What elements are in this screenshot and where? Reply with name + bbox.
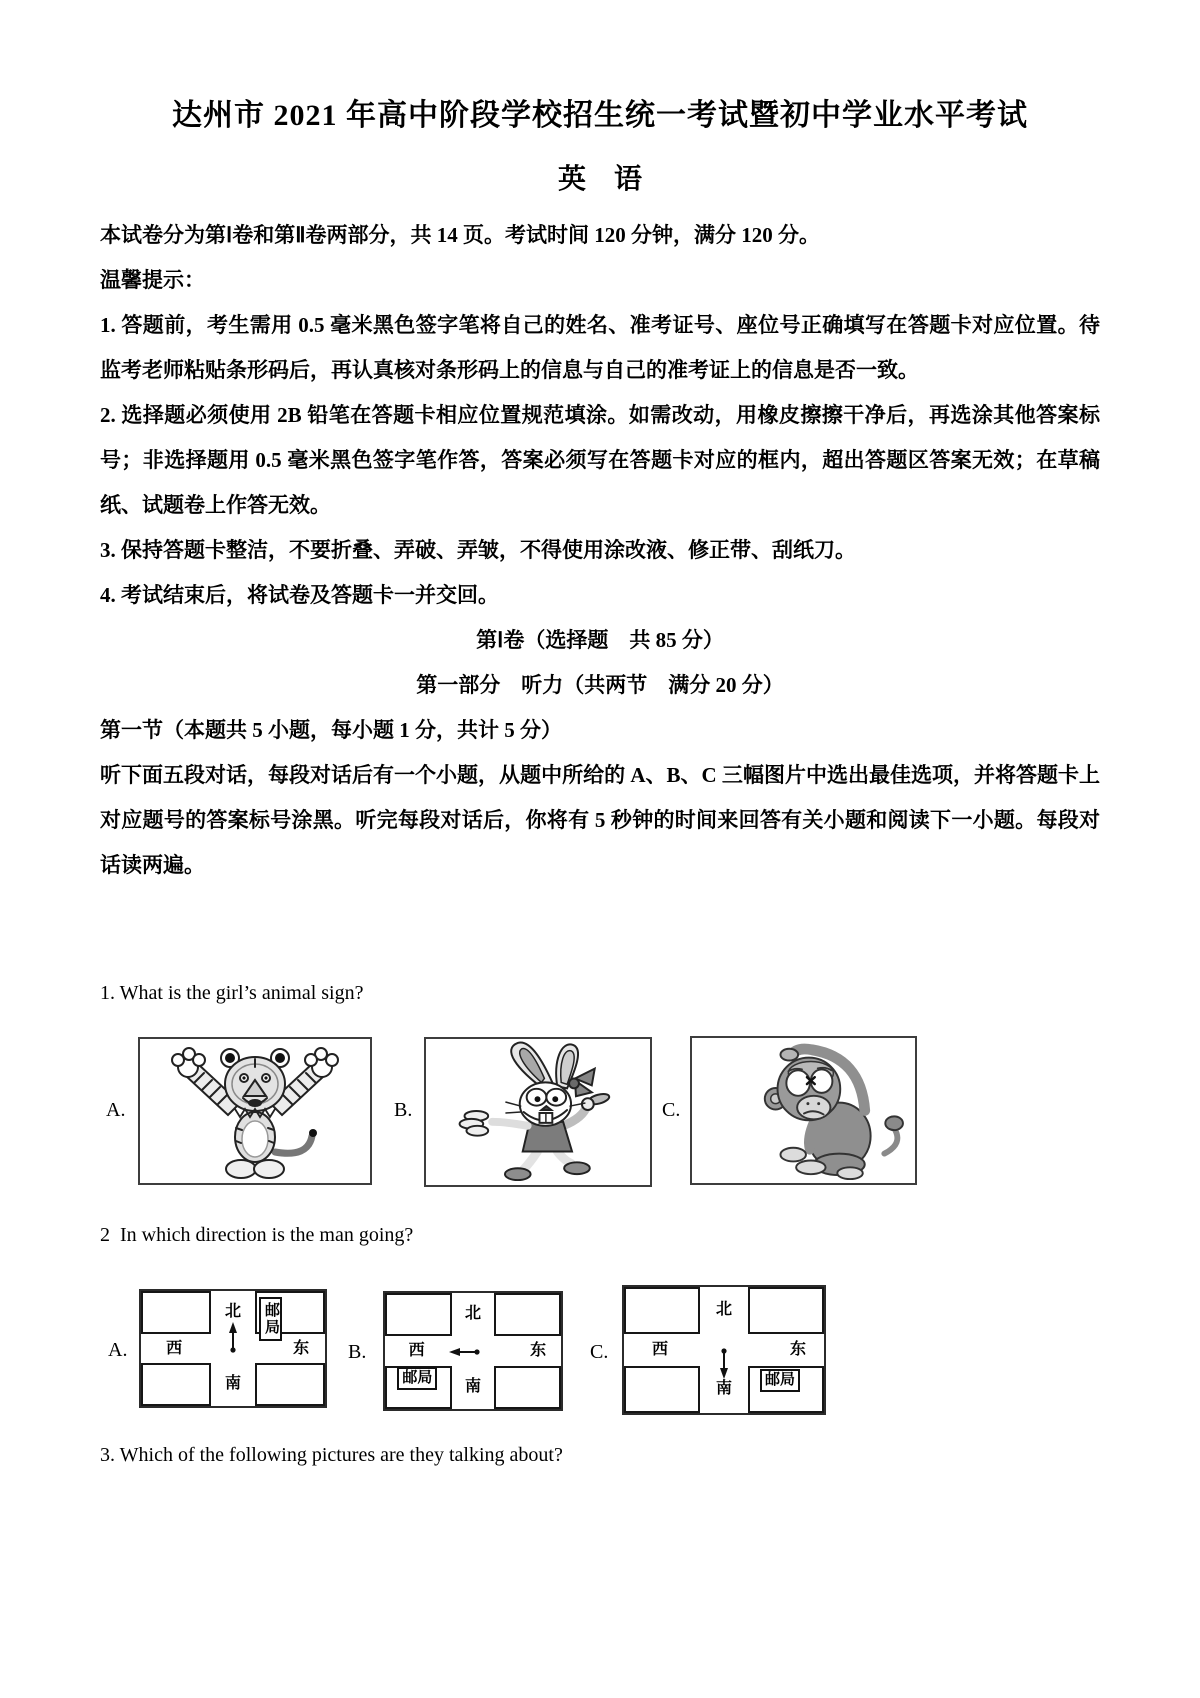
block-southwest xyxy=(141,1363,211,1406)
block-southeast xyxy=(255,1363,325,1406)
question-2-options xyxy=(100,1282,1100,1422)
section-heading: 第一节（本题共 5 小题，每小题 1 分，共计 5 分） xyxy=(100,718,562,742)
south-label: 南 xyxy=(715,1380,733,1398)
question-1-options xyxy=(100,1035,1100,1193)
map-diagram-a xyxy=(139,1289,327,1408)
block-northwest xyxy=(141,1291,211,1334)
option-b-label: B. xyxy=(394,1099,413,1121)
option-b-label: B. xyxy=(348,1341,367,1363)
tip-1: 1. 答题前，考生需用 0.5 毫米黑色签字笔将自己的姓名、准考证号、座位号正确填写在答题卡对应位置。待监考老师粘贴条形码后，再认真核对条形码上的信息与自己的准考证上的信息是否一致。 xyxy=(100,313,1100,382)
option-b-image-box xyxy=(424,1037,652,1187)
option-a-label: A. xyxy=(106,1099,126,1121)
block-northeast xyxy=(748,1287,824,1334)
south-label: 南 xyxy=(224,1375,242,1393)
option-a-image-box xyxy=(138,1037,372,1185)
west-label: 西 xyxy=(166,1339,183,1357)
block-northwest xyxy=(385,1293,452,1336)
post-office-sign: 邮局 xyxy=(397,1367,437,1390)
map-diagram-b xyxy=(383,1291,563,1411)
question-2-text: 2 In which direction is the man going? xyxy=(100,1224,414,1246)
listening-note: 听下面五段对话，每段对话后有一个小题，从题中所给的 A、B、C 三幅图片中选出最佳选项，并将答题卡上对应题号的答案标号涂黑。听完每段对话后，你将有 5 秒钟的时间来回答有关小题和阅读下一小题。每段对话读两遍。 xyxy=(100,763,1100,877)
post-office-sign: 邮局 xyxy=(760,1369,800,1392)
tiger-cartoon-image xyxy=(140,1039,370,1183)
post-office-sign: 邮局 xyxy=(259,1297,282,1341)
instructions-block xyxy=(100,213,1100,888)
tip-3: 3. 保持答题卡整洁，不要折叠、弄破、弄皱，不得使用涂改液、修正带、刮纸刀。 xyxy=(100,538,856,562)
option-c-label: C. xyxy=(662,1099,681,1121)
question-1-text: 1. What is the girl’s animal sign? xyxy=(100,982,364,1004)
question-3-text: 3. Which of the following pictures are they talking about? xyxy=(100,1444,563,1466)
arrow-down-icon xyxy=(717,1347,731,1379)
arrow-up-icon xyxy=(226,1322,240,1354)
volume-heading: 第Ⅰ卷（选择题 共 85 分） xyxy=(476,628,724,652)
map-diagram-c xyxy=(622,1285,826,1415)
east-label: 东 xyxy=(530,1342,547,1359)
south-label: 南 xyxy=(464,1377,482,1395)
east-label: 东 xyxy=(293,1339,310,1357)
option-a-label: A. xyxy=(108,1339,128,1361)
tip-4: 4. 考试结束后，将试卷及答题卡一并交回。 xyxy=(100,583,499,607)
west-label: 西 xyxy=(651,1341,669,1358)
west-label: 西 xyxy=(408,1342,425,1359)
monkey-cartoon-image xyxy=(692,1038,915,1183)
east-label: 东 xyxy=(789,1341,807,1358)
option-c-label: C. xyxy=(590,1341,609,1363)
block-southeast xyxy=(494,1366,561,1409)
block-northeast xyxy=(494,1293,561,1336)
subject-title: 英 语 xyxy=(557,164,642,195)
block-southwest xyxy=(624,1366,700,1413)
option-c-image-box xyxy=(690,1036,917,1185)
north-label: 北 xyxy=(224,1302,242,1320)
north-label: 北 xyxy=(464,1304,482,1322)
block-northwest xyxy=(624,1287,700,1334)
tips-heading: 温馨提示： xyxy=(100,268,205,292)
part-heading: 第一部分 听力（共两节 满分 20 分） xyxy=(416,673,784,697)
arrow-left-icon xyxy=(447,1345,481,1359)
page-title: 达州市 2021 年高中阶段学校招生统一考试暨初中学业水平考试 xyxy=(172,99,1028,132)
rabbit-cartoon-image xyxy=(426,1039,650,1185)
tip-2: 2. 选择题必须使用 2B 铅笔在答题卡相应位置规范填涂。如需改动，用橡皮擦擦干净后，再选涂其他答案标号；非选择题用 0.5 毫米黑色签字笔作答，答案必须写在答题卡对应的框内，超出答题区答案无效；在草稿纸、试题卷上作答无效。 xyxy=(100,403,1100,517)
north-label: 北 xyxy=(715,1300,733,1318)
paper-info: 本试卷分为第Ⅰ卷和第Ⅱ卷两部分，共 14 页。考试时间 120 分钟，满分 120 分。 xyxy=(100,223,821,247)
